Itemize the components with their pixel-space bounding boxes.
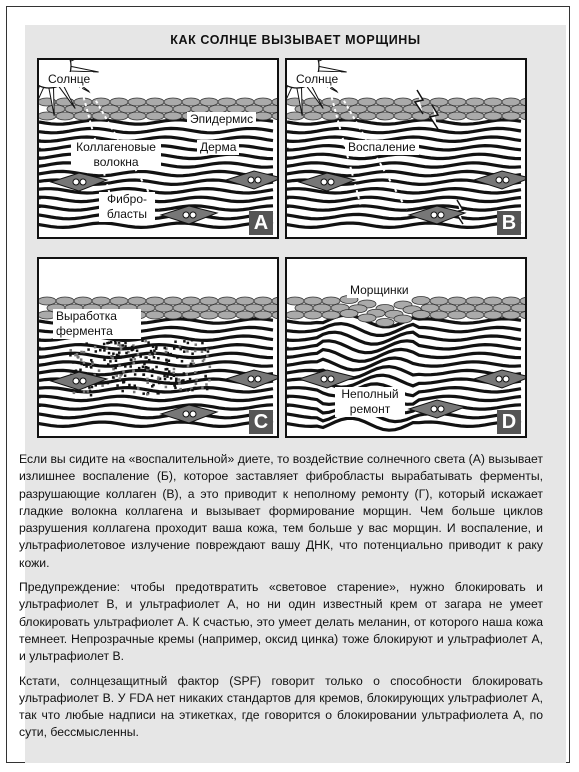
sun-label: Солнце [293,72,341,87]
panel-letter: B [497,211,521,235]
inflammation-label: Воспаление [345,140,419,155]
sun-label: Солнце [45,72,93,87]
panel-a [37,58,279,239]
panel-b [285,58,527,239]
panel-c [37,257,279,438]
dermis-label: Дерма [197,140,239,155]
collagen-label: Коллагеновые волокна [71,140,161,170]
epidermis-label: Эпидермис [187,112,256,127]
wrinkles-label: Морщинки [347,283,412,298]
skin-illustration [39,259,277,436]
paragraph-3: Кстати, солнцезащитный фактор (SPF) говорит только о способности блокировать ультрафиолет В. У FDA нет никаких стандартов для кремов, блокирующих ультрафиолет А, так что любые надписи на этикетках, где говорится о блокировании ультрафиолета А, по сути, бессмысленны. [19,673,543,740]
panel-letter: D [497,410,521,434]
paragraph-1: Если вы сидите на «воспалительной» диете, то воздействие солнечного света (А) вызывает излишнее воспаление (Б), которое заставляет фибробласты вырабатывать ферменты, разрушающие коллаген (В), а это приводит к неполному ремонту (Г), который искажает гладкие волокна коллагена и вызывает формирование морщин. Чем больше циклов разрушения коллагена проходит ваша кожа, тем больше у вас морщин. И воспаление, и ультрафиолетовое излучение повреждают вашу ДНК, что потенциально приводит к раку кожи. [19,452,543,570]
panel-letter: A [249,211,273,235]
enzyme-label: Выработка фермента [53,309,141,339]
epidermis-cells [287,98,525,120]
figure-title: КАК СОЛНЦЕ ВЫЗЫВАЕТ МОРЩИНЫ [170,33,421,47]
panel-d [285,257,527,438]
fibroblasts-label: Фибро-бласты [99,192,155,222]
panel-letter: C [249,410,273,434]
repair-label: Неполный ремонт [335,387,405,417]
paragraph-2: Предупреждение: чтобы предотвратить «световое старение», нужно блокировать и ультрафиолет В, и ультрафиолет А, но ни один известный крем от загара не умеет блокировать ультрафиолет А. К счастью, это умеет делать меланин, от которого наша кожа темнеет. Непрозрачные кремы (например, оксид цинка) тоже блокируют и ультрафиолет А, и ультрафиолет В. [19,580,543,664]
body-text [19,451,543,749]
